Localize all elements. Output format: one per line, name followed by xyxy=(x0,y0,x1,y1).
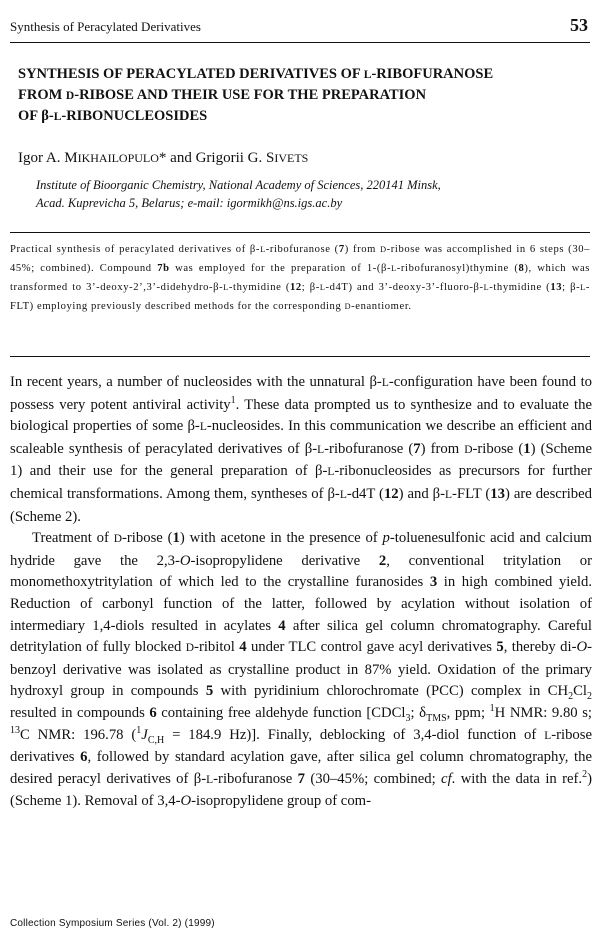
header-rule xyxy=(10,42,590,43)
abstract: Practical synthesis of peracylated derivatives of β-L-ribofuranose (7) from D-ribose was accomplished in 6 steps (30–45%; combined). Compound 7b was employed for the preparation of 1-(β-L-ribofuranosyl)thymine (8), which was transformed to 3’-deoxy-2’,3’-didehydro-β-L-thymidine (12; β-L-d4T) and 3’-deoxy-3’-fluoro-β-L-thymidine (13; β-L-FLT) employing previously described methods for the corresponding D-enantiomer. xyxy=(10,244,591,312)
abstract-bottom-rule xyxy=(10,356,590,357)
body-text xyxy=(10,372,592,813)
affiliation: Institute of Bioorganic Chemistry, National Academy of Sciences, 220141 Minsk, Acad. Kuprevicha 5, Belarus; e-mail: igormikh@ns.igs.ac.by xyxy=(36,178,441,210)
abstract-top-rule xyxy=(10,232,590,233)
author-line: Igor A. MIKHAILOPULO* and Grigorii G. SIVETS xyxy=(18,150,309,166)
author-1: Igor A. MIKHAILOPULO* xyxy=(18,150,167,166)
paragraph-2: Treatment of D-ribose (1) with acetone in the presence of p-toluenesulfonic acid and calcium hydride gave the 2,3-O-isopropylidene derivative 2, conventional tritylation or monomethoxytritylation of which led to the crystalline furanosides 3 in high combined yield. Reduction of carbonyl function of the latter, followed by acylation without isolation of intermediary 1,4-diols resulted in acylates 4 after silica gel column chromatography. Careful detritylation of fully blocked D-ribitol 4 under TLC control gave acyl derivatives 5, thereby di-O-benzoyl derivative was isolated as crystalline product in 87% yield. Oxidation of the primary hydroxyl group in compounds 5 with pyridinium chlorochromate (PCC) complex in $CH_2Cl_2$ resulted in compounds 6 containing free aldehyde function [CDCl$_3$; $\delta_{TMS}$, ppm; $^1$H NMR: 9.80 s; $^{13}$C NMR: 196.78 ($^1J_{C,H} = 184.9$ Hz)]. Finally, deblocking of 3,4-diol function of L-ribose derivatives 6, followed by standard acylation gave, after silica gel column chromatography, the desired peracyl derivatives of β-L-ribofuranose 7 (30–45%; combined; cf. with the data in ref.$^2$) (Scheme 1). Removal of 3,4-O-isopropylidene group of com- xyxy=(10,530,593,810)
author-2: Grigorii G. SIVETS xyxy=(195,150,309,166)
article-title: SYNTHESIS OF PERACYLATED DERIVATIVES OF L-RIBOFURANOSE FROM D-RIBOSE AND THEIR USE FOR THE PREPARATION OF β-L-RIBONUCLEOSIDES xyxy=(18,66,494,124)
paragraph-1: In recent years, a number of nucleosides with the unnatural β-L-configuration have been found to possess very potent antiviral activity$^1$. These data prompted us to synthesize and to evaluate the biological properties of some β-L-nucleosides. In this communication we describe an efficient and scaleable synthesis of peracylated derivatives of β-L-ribofuranose (7) from D-ribose (1) (Scheme 1) and their use for the general preparation of β-L-ribonucleosides as precursors for further chemical transformations. Among them, syntheses of β-L-d4T (12) and β-L-FLT (13) are described (Scheme 2). xyxy=(10,374,592,525)
page-number: 53 xyxy=(570,15,588,35)
footer-series: Collection Symposium Series (Vol. 2) (1999) xyxy=(10,918,215,929)
running-title: Synthesis of Peracylated Derivatives xyxy=(10,19,201,34)
running-header xyxy=(10,14,590,36)
